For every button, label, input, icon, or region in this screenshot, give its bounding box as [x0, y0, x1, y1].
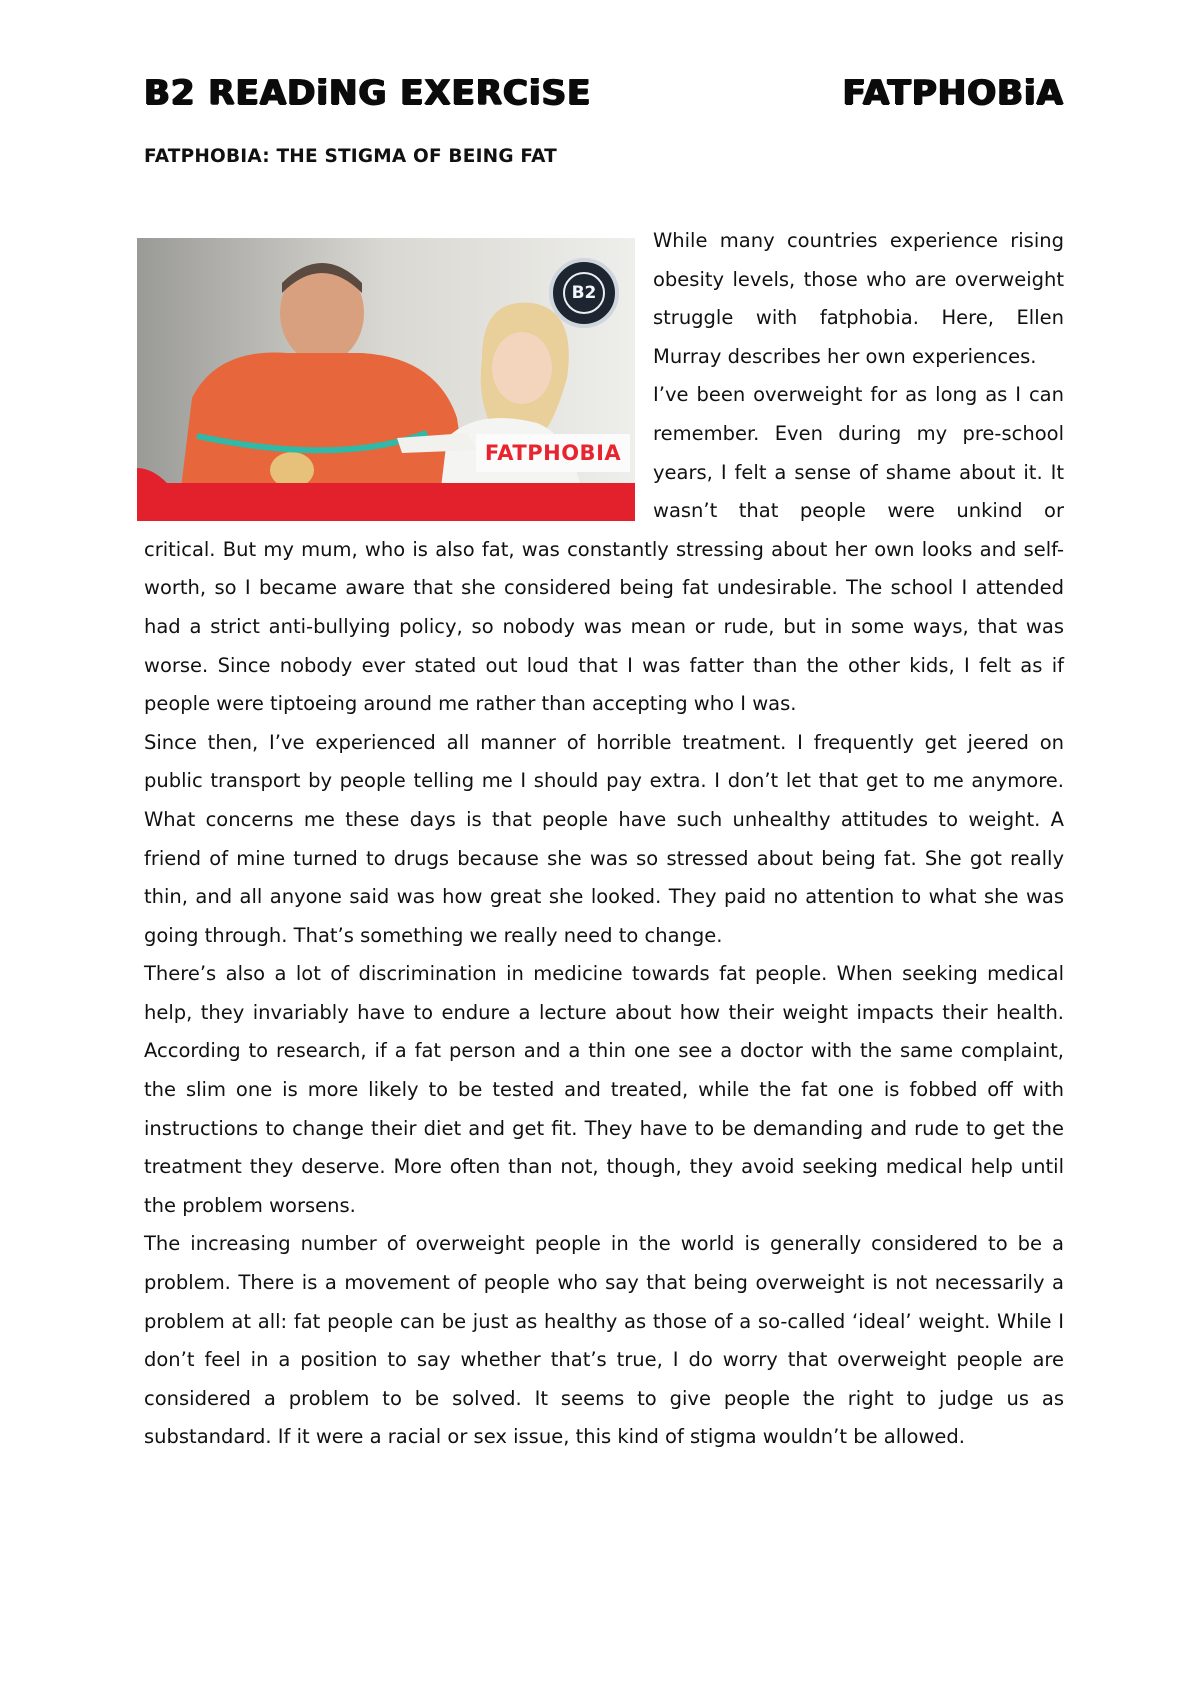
article-body: [144, 222, 1064, 1457]
article-paragraph-intro: While many countries experience rising obesity levels, those who are overweight struggle with fatphobia. Here, Ellen Murray describes her own experiences.: [653, 229, 1064, 368]
article-title: FATPHOBIA: THE STIGMA OF BEING FAT: [144, 146, 557, 167]
article-paragraph: I’ve been overweight for as long as I can remember. Even during my pre-school years, I felt a sense of shame about it. It wasn’t that people were unkind or critical. But my mum, who is also fat, was constantly stressing about her own looks and self-worth, so I became aware that she considered being fat undesirable. The school I attended had a strict anti-bullying policy, so nobody was mean or rude, but in some ways, that was worse. Since nobody ever stated out loud that I was fatter than the other kids, I felt as if people were tiptoeing around me rather than accepting who I was.: [144, 383, 1064, 716]
header-topic: FATPHOBiA: [842, 73, 1064, 113]
header-title: B2 READiNG EXERCiSE: [144, 73, 592, 113]
article-paragraph: The increasing number of overweight people in the world is generally considered to be a problem. There is a movement of people who say that being overweight is not necessarily a problem at all: fat people can be just as healthy as those of a so-called ‘ideal’ weight. While I don’t feel in a position to say whether that’s true, I do worry that overweight people are considered a problem to be solved. It seems to give people the right to judge us as substandard. If it were a racial or sex issue, this kind of stigma wouldn’t be allowed.: [144, 1232, 1064, 1449]
article-photo: [137, 238, 635, 521]
b2-seal-badge: [549, 258, 619, 328]
page-header: [144, 68, 1064, 118]
photo-caption-label: FATPHOBIA: [476, 434, 630, 472]
article-paragraph: Since then, I’ve experienced all manner of horrible treatment. I frequently get jeered on public transport by people telling me I should pay extra. I don’t let that get to me anymore. What concerns me these days is that people have such unhealthy attitudes to weight. A friend of mine turned to drugs because she was so stressed about being fat. She got really thin, and all anyone said was how great she looked. They paid no attention to what she was going through. That’s something we really need to change.: [144, 730, 1064, 947]
article-paragraph: There’s also a lot of discrimination in medicine towards fat people. When seeking medical help, they invariably have to endure a lecture about how their weight impacts their health. According to research, if a fat person and a thin one see a doctor with the same complaint, the slim one is more likely to be tested and treated, while the fat one is fobbed off with instructions to change their diet and get fit. They have to be demanding and rude to get the treatment they deserve. More often than not, though, they avoid seeking medical help until the problem worsens.: [144, 962, 1064, 1217]
b2-seal-text: B2: [563, 272, 605, 314]
